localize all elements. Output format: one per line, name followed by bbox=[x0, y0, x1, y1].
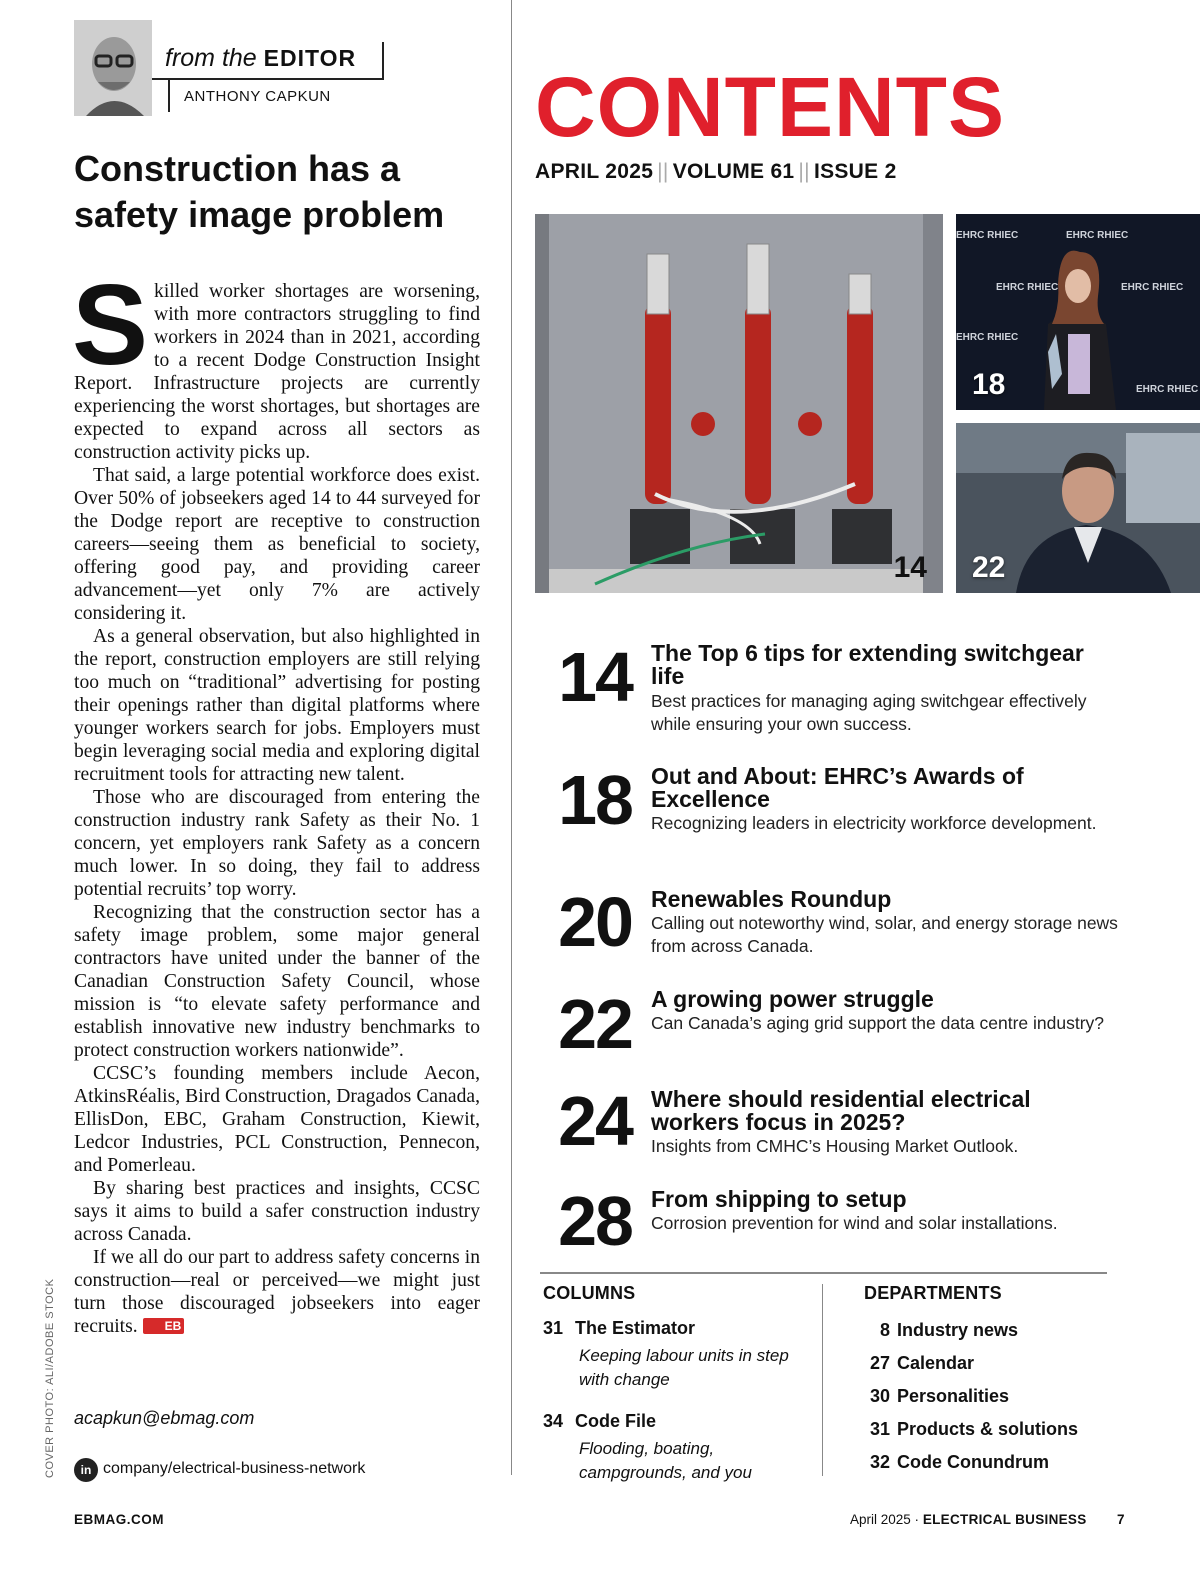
svg-text:EHRC RHIEC: EHRC RHIEC bbox=[956, 332, 1019, 343]
department-page-number: 8 bbox=[879, 1320, 890, 1340]
department-item[interactable] bbox=[862, 1386, 1122, 1410]
body-paragraph: CCSC’s founding members include Aecon, AtkinsRéalis, Bird Construction, Dragados Canada, EllisDon, EBC, Graham Construction, Kiewit, Ledcor Industries, PCL Construction, Pennecon, and Pomerleau. bbox=[74, 1063, 480, 1176]
editor-email-link[interactable]: acapkun@ebmag.com bbox=[74, 1408, 255, 1428]
department-item[interactable] bbox=[862, 1419, 1122, 1443]
svg-text:EHRC RHIEC: EHRC RHIEC bbox=[956, 230, 1019, 241]
footer-issue bbox=[850, 1512, 1087, 1527]
body-paragraph: Those who are discouraged from entering the construction industry rank Safety as their No. 1 concern, yet employers rank Safety as a concern much lower. In so doing, they fail to address potential recruits’ top worry. bbox=[74, 787, 480, 900]
columns-heading: COLUMNS bbox=[543, 1283, 636, 1303]
linkedin-icon[interactable]: in bbox=[74, 1458, 98, 1482]
column-title: Code File bbox=[575, 1411, 657, 1431]
from-the-editor-header bbox=[152, 42, 384, 108]
editor-label: EDITOR bbox=[263, 45, 357, 71]
toc-description: Insights from CMHC’s Housing Market Outlook. bbox=[651, 1136, 1019, 1156]
department-title: Personalities bbox=[897, 1386, 1010, 1406]
toc-item[interactable] bbox=[540, 640, 1140, 740]
toc-page-number: 22 bbox=[558, 985, 632, 1063]
department-page-number: 32 bbox=[869, 1452, 890, 1472]
toc-description: Corrosion prevention for wind and solar installations. bbox=[651, 1213, 1058, 1233]
departments-heading: DEPARTMENTS bbox=[864, 1283, 1002, 1303]
awards-photo[interactable] bbox=[956, 214, 1200, 410]
toc-item[interactable] bbox=[540, 1082, 1140, 1166]
from-prefix: from the bbox=[165, 44, 257, 72]
department-page-number: 30 bbox=[869, 1386, 890, 1406]
issue-month: APRIL 2025 bbox=[535, 160, 654, 183]
svg-text:EHRC RHIEC: EHRC RHIEC bbox=[1066, 230, 1129, 241]
body-paragraph: Recognizing that the construction sector has a safety image problem, some major general contractors have united under the banner of the Canadian Construction Safety Council, whose mission is “to elevate safety performance and establish innovative new industry benchmarks to protect construction workers nationwide”. bbox=[74, 902, 480, 1061]
body-paragraph: That said, a large potential workforce does exist. Over 50% of jobseekers aged 14 to 44 surveyed for the Dodge report are receptive to construction careers—seeing them as beneficial to society, offering good pay, and providing career advancement—yet only 7% are actively considering it. bbox=[74, 465, 480, 624]
editorial-body bbox=[72, 262, 480, 1338]
footer-date: April 2025 · bbox=[850, 1512, 920, 1527]
department-title: Industry news bbox=[897, 1320, 1019, 1340]
contents-title: CONTENTS bbox=[535, 60, 1005, 154]
linkedin-link[interactable]: company/electrical-business-network bbox=[103, 1460, 366, 1477]
toc-title: Where should residential electrical workers focus in 2025? bbox=[651, 1086, 1031, 1135]
department-item[interactable] bbox=[862, 1353, 1122, 1377]
eb-end-mark-icon: EB bbox=[143, 1318, 185, 1334]
svg-text:EHRC RHIEC: EHRC RHIEC bbox=[1121, 282, 1184, 293]
department-page-number: 31 bbox=[869, 1419, 890, 1439]
issue-info: APRIL 2025 || VOLUME 61 || ISSUE 2 bbox=[535, 160, 897, 183]
body-paragraph: As a general observation, but also highlighted in the report, construction employers are still relying too much on “traditional” advertising for posting their openings rather than digital platforms where younger workers search for jobs. Employers must begin leveraging social media and exploring digital recruitment tools for attracting new talent. bbox=[74, 626, 480, 785]
issue-number: ISSUE 2 bbox=[813, 160, 897, 183]
speaker-photo[interactable] bbox=[956, 423, 1200, 593]
svg-text:EHRC RHIEC: EHRC RHIEC bbox=[996, 282, 1059, 293]
toc-description: Calling out noteworthy wind, solar, and energy storage news from across Canada. bbox=[651, 913, 1118, 956]
column-page-number: 31 bbox=[543, 1318, 564, 1338]
toc-item[interactable] bbox=[540, 883, 1140, 966]
column-item[interactable] bbox=[543, 1318, 813, 1388]
editorial-headline: Construction has a safety image problem bbox=[74, 148, 445, 235]
toc-divider bbox=[540, 1272, 1107, 1274]
toc-page-number: 24 bbox=[558, 1082, 632, 1160]
toc-title: From shipping to setup bbox=[651, 1186, 907, 1212]
svg-text:EHRC RHIEC: EHRC RHIEC bbox=[1136, 384, 1199, 395]
photo-page-number: 22 bbox=[972, 551, 1006, 584]
column-description: Flooding, boating, campgrounds, and you bbox=[579, 1439, 752, 1482]
column-divider bbox=[511, 0, 512, 1475]
column-page-number: 34 bbox=[543, 1411, 564, 1431]
switchgear-photo[interactable] bbox=[535, 214, 943, 593]
toc-page-number: 18 bbox=[558, 761, 632, 839]
issue-volume: VOLUME 61 bbox=[672, 160, 795, 183]
cover-photo-credit: COVER PHOTO: ALI/ADOBE STOCK bbox=[44, 1278, 56, 1478]
toc-item[interactable] bbox=[540, 762, 1140, 862]
footer-site[interactable]: EBMAG.COM bbox=[74, 1512, 164, 1527]
columns-departments-divider bbox=[822, 1284, 823, 1476]
toc-page-number: 28 bbox=[558, 1182, 632, 1260]
photo-page-number: 14 bbox=[893, 551, 927, 584]
body-paragraph: If we all do our part to address safety concerns in construction—real or perceived—we might just turn those discouraged jobseekers into eager recruits. EB bbox=[74, 1247, 480, 1337]
toc-title: A growing power struggle bbox=[651, 986, 934, 1012]
department-item[interactable] bbox=[862, 1320, 1122, 1344]
toc-title: Renewables Roundup bbox=[651, 886, 892, 912]
department-title: Calendar bbox=[897, 1353, 975, 1373]
drop-cap: S bbox=[72, 262, 149, 389]
editor-photo bbox=[74, 20, 152, 116]
toc-title: Out and About: EHRC’s Awards of Excellence bbox=[651, 763, 1024, 812]
toc-item[interactable] bbox=[540, 1182, 1140, 1260]
column-description: Keeping labour units in step with change bbox=[579, 1346, 789, 1389]
toc-description: Recognizing leaders in electricity workforce development. bbox=[651, 813, 1097, 833]
toc-page-number: 20 bbox=[558, 883, 632, 961]
department-title: Code Conundrum bbox=[897, 1452, 1049, 1472]
footer-magazine: ELECTRICAL BUSINESS bbox=[922, 1512, 1087, 1527]
department-page-number: 27 bbox=[869, 1353, 890, 1373]
toc-page-number: 14 bbox=[558, 638, 632, 716]
toc-item[interactable] bbox=[540, 986, 1140, 1066]
department-item[interactable] bbox=[862, 1452, 1122, 1476]
department-title: Products & solutions bbox=[897, 1419, 1079, 1439]
body-paragraph: Skilled worker shortages are worsening, with more contractors struggling to find workers in 2024 than in 2021, according to a recent Dodge Construction Insight Report. Infrastructure projects are currently experiencing the worst shortages, but shortages are expected to expand across all sectors as construction activity picks up. bbox=[72, 262, 480, 463]
toc-description: Best practices for managing aging switchgear effectively while ensuring your own success. bbox=[651, 691, 1087, 734]
photo-page-number: 18 bbox=[972, 368, 1006, 401]
toc-title: The Top 6 tips for extending switchgear life bbox=[651, 640, 1084, 689]
column-item[interactable] bbox=[543, 1411, 813, 1481]
footer-page-number: 7 bbox=[1117, 1512, 1125, 1527]
body-paragraph: By sharing best practices and insights, CCSC says it aims to build a safer construction industry across Canada. bbox=[74, 1178, 480, 1245]
column-title: The Estimator bbox=[575, 1318, 696, 1338]
toc-description: Can Canada’s aging grid support the data centre industry? bbox=[651, 1013, 1105, 1033]
editor-name: ANTHONY CAPKUN bbox=[184, 88, 331, 105]
